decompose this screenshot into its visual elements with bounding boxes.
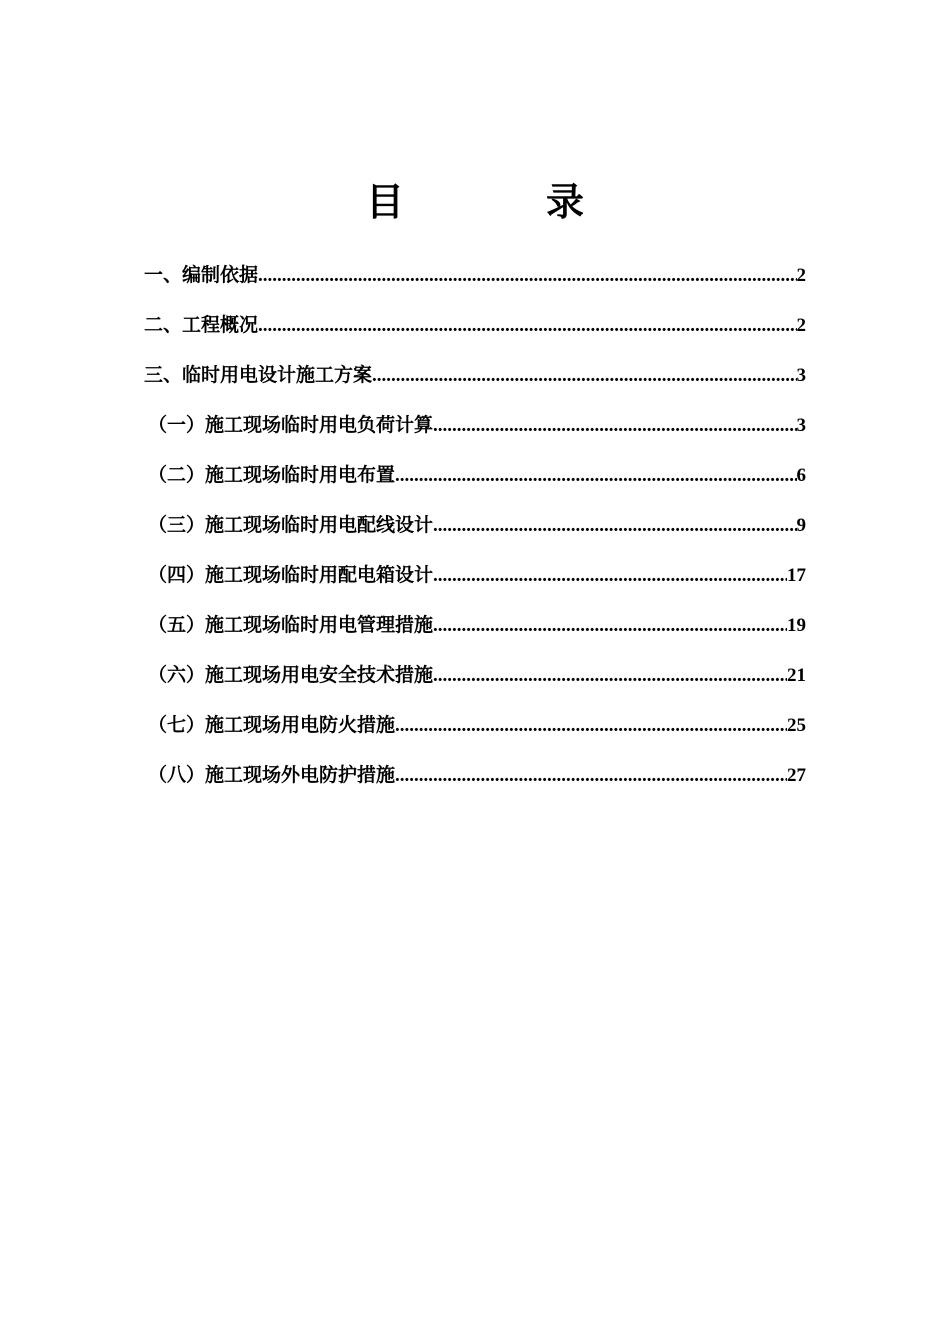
toc-entry[interactable] <box>144 350 806 400</box>
toc-subentry[interactable] <box>144 600 806 650</box>
toc-entry[interactable] <box>144 250 806 300</box>
toc-page-number: 3 <box>796 415 806 436</box>
table-of-contents <box>144 250 806 800</box>
toc-dot-leader <box>395 451 796 500</box>
toc-entry[interactable] <box>144 300 806 350</box>
toc-entry-label: （五）施工现场临时用电管理措施 <box>148 614 434 636</box>
toc-entry-label: （三）施工现场临时用电配线设计 <box>148 514 434 536</box>
toc-page-number: 2 <box>796 265 806 286</box>
toc-dot-leader <box>395 751 787 800</box>
toc-subentry[interactable] <box>144 450 806 500</box>
toc-dot-leader <box>258 301 796 350</box>
toc-page-number: 3 <box>796 365 806 386</box>
toc-entry-label: （七）施工现场用电防火措施 <box>148 714 396 736</box>
toc-subentry[interactable] <box>144 500 806 550</box>
toc-dot-leader <box>395 701 787 750</box>
toc-page-number: 21 <box>787 665 806 686</box>
toc-entry-label: 一、编制依据 <box>144 264 259 286</box>
toc-subentry[interactable] <box>144 700 806 750</box>
page-title: 目 录 <box>365 179 636 224</box>
toc-entry-label: （一）施工现场临时用电负荷计算 <box>148 414 434 436</box>
toc-subentry[interactable] <box>144 550 806 600</box>
toc-dot-leader <box>433 651 787 700</box>
toc-page-number: 2 <box>796 315 806 336</box>
toc-page-number: 19 <box>787 615 806 636</box>
toc-dot-leader <box>433 551 787 600</box>
toc-subentry[interactable] <box>144 650 806 700</box>
toc-entry-label: （二）施工现场临时用电布置 <box>148 464 396 486</box>
toc-entry-label: 三、临时用电设计施工方案 <box>144 364 373 386</box>
toc-dot-leader <box>258 251 796 300</box>
toc-dot-leader <box>433 401 796 450</box>
toc-entry-label: 二、工程概况 <box>144 314 259 336</box>
toc-dot-leader <box>433 501 796 550</box>
toc-dot-leader <box>433 601 787 650</box>
toc-page-number: 25 <box>787 715 806 736</box>
toc-dot-leader <box>372 351 796 400</box>
toc-subentry[interactable] <box>144 400 806 450</box>
toc-page-number: 9 <box>796 515 806 536</box>
toc-page-number: 27 <box>787 765 806 786</box>
toc-entry-label: （六）施工现场用电安全技术措施 <box>148 664 434 686</box>
toc-page-number: 17 <box>787 565 806 586</box>
toc-page-number: 6 <box>796 465 806 486</box>
toc-entry-label: （八）施工现场外电防护措施 <box>148 764 396 786</box>
toc-entry-label: （四）施工现场临时用配电箱设计 <box>148 564 434 586</box>
toc-subentry[interactable] <box>144 750 806 800</box>
